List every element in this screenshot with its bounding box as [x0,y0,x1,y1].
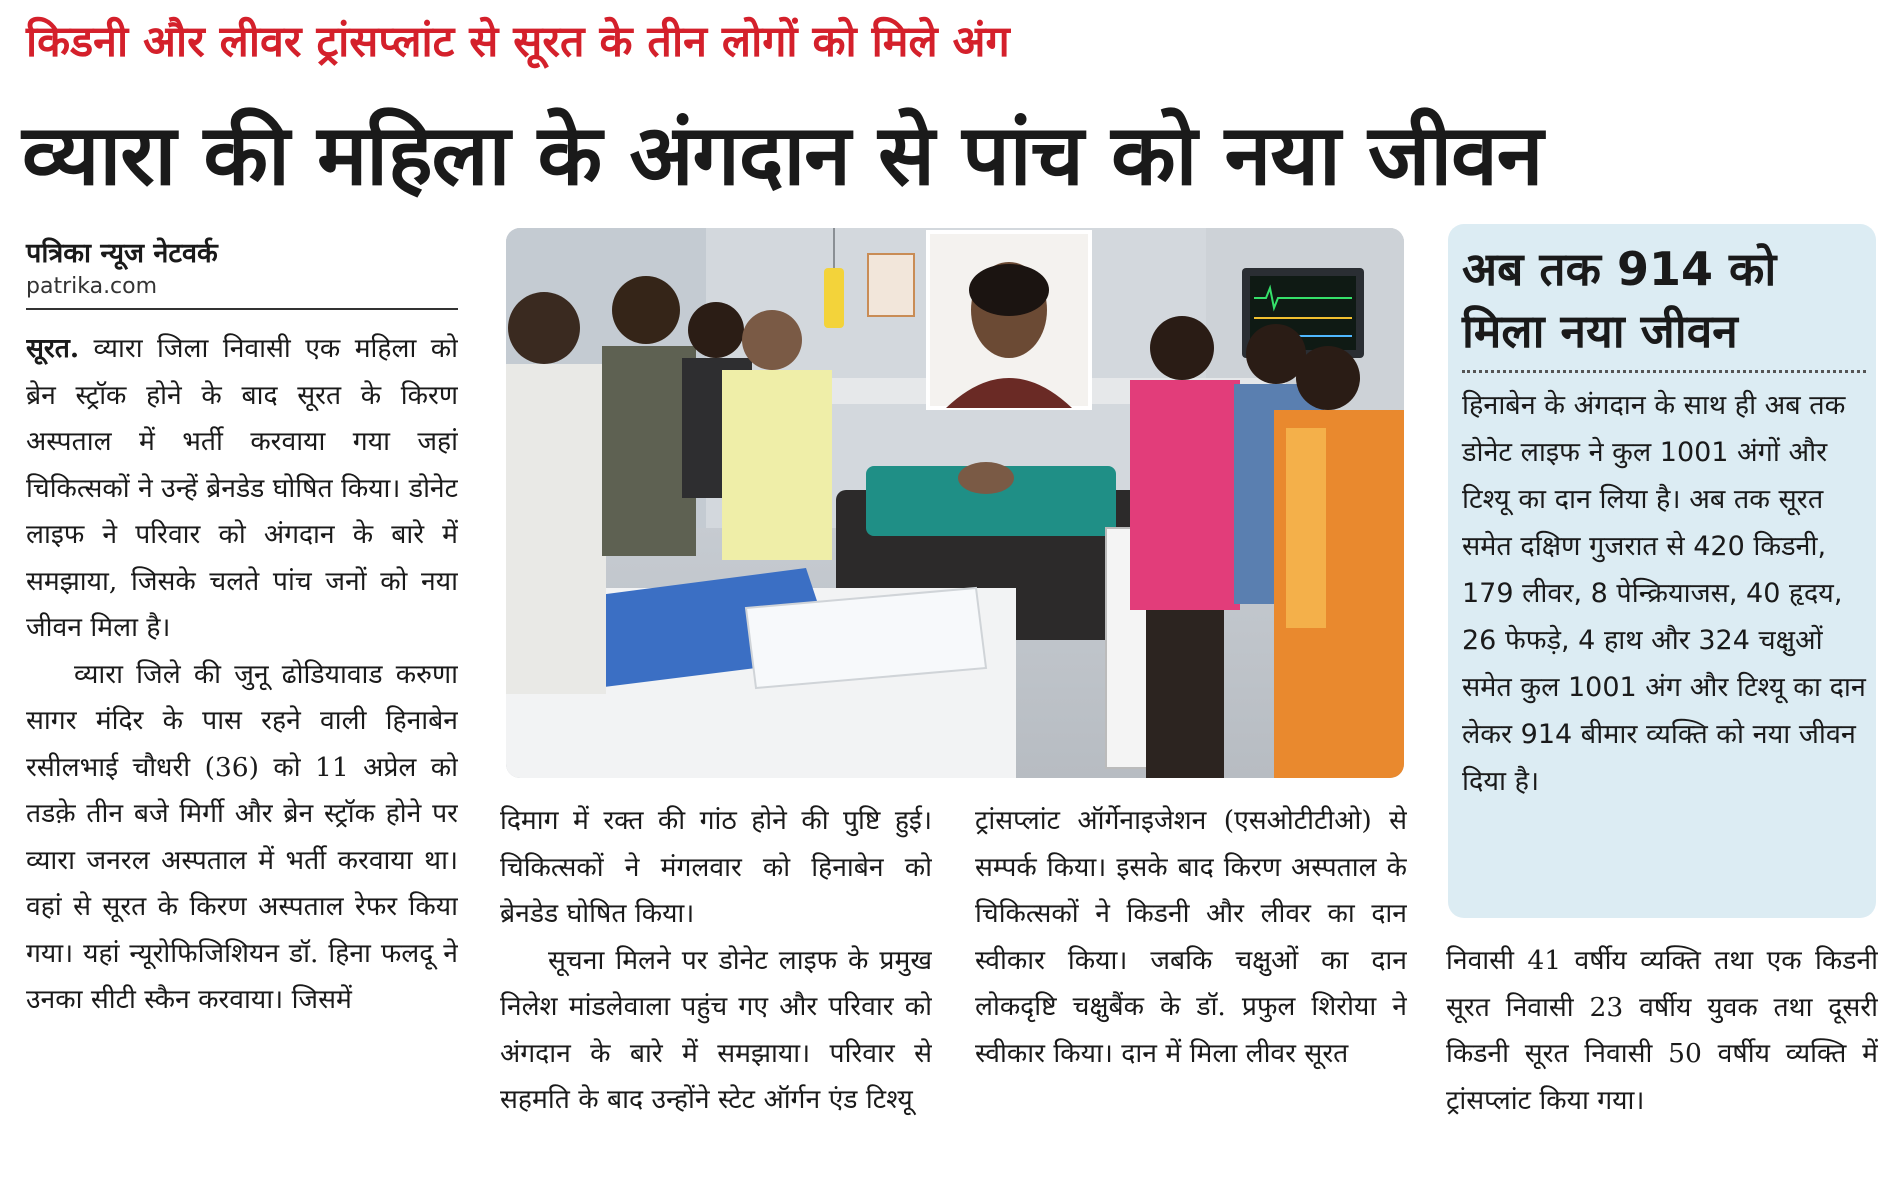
sidebar-divider [1462,370,1866,373]
column-2-para-1: दिमाग में रक्त की गांठ होने की पुष्टि हुई। चिकित्सकों ने मंगलवार को हिनाबेन को ब्रेनडेड घोषित किया। [500,805,932,929]
column-1-para-2: व्यारा जिले की जुनू ढोडियावाड करुणा सागर मंदिर के पास रहने वाली हिनाबेन रसीलभाई चौधरी (36) को 11 अप्रेल को तडक़े तीन बजे मिर्गी और ब्रेन स्ट्रॉक होने पर व्यारा जनरल अस्पताल में भर्ती करवाया था। वहां से सूरत के किरण अस्पताल रेफर किया गया। यहां न्यूरोफिजिशियन डॉ. हिना फलदू ने उनका सीटी स्कैन करवाया। जिसमें [26,658,458,1015]
news-photo [506,228,1404,778]
byline-title: पत्रिका न्यूज नेटवर्क [26,238,218,269]
dateline: सूरत. [26,333,80,364]
article-column-1 [26,326,458,1170]
hospital-scene-illustration [506,228,1404,778]
column-2-para-2: सूचना मिलने पर डोनेट लाइफ के प्रमुख निलेश मांडलेवाला पहुंच गए और परिवार को अंगदान के बारे में समझाया। परिवार से सहमति के बाद उन्होंने स्टेट ऑर्गन एंड टिश्यू [500,944,932,1115]
sidebar-box [1448,224,1876,918]
column-1-para-1 [26,326,458,652]
article-column-2 [500,798,932,1178]
sidebar-title: अब तक 914 को मिला नया जीवन [1462,242,1777,358]
byline [26,236,458,310]
column-1-para-1-text: व्यारा जिला निवासी एक महिला को ब्रेन स्ट्रॉक होने के बाद सूरत के किरण अस्पताल में भर्ती करवाया गया जहां चिकित्सकों ने उन्हें ब्रेनडेड घोषित किया। डोनेट लाइफ ने परिवार को अंगदान के बारे में समझाया, जिसके चलते पांच जनों को नया जीवन मिला है। [26,333,458,643]
column-4-para-1: निवासी 41 वर्षीय व्यक्ति तथा एक किडनी सूरत निवासी 23 वर्षीय युवक तथा दूसरी किडनी सूरत निवासी 50 वर्षीय व्यक्ति में ट्रांसप्लांट किया गया। [1446,945,1878,1116]
column-3-para-1: ट्रांसप्लांट ऑर्गेनाइजेशन (एसओटीटीओ) से सम्पर्क किया। इसके बाद किरण अस्पताल के चिकित्सकों ने किडनी और लीवर का दान स्वीकार किया। जबकि चक्षुओं का दान लोकदृष्टि चक्षुबैंक के डॉ. प्रफुल शिरोया ने स्वीकार किया। दान में मिला लीवर सूरत [975,805,1407,1069]
sidebar-body: हिनाबेन के अंगदान के साथ ही अब तक डोनेट लाइफ ने कुल 1001 अंगों और टिश्यू का दान लिया है। अब तक सूरत समेत दक्षिण गुजरात से 420 किडनी, 179 लीवर, 8 पेन्क्रियाजस, 40 हृदय, 26 फेफड़े, 4 हाथ और 324 चक्षुओं समेत कुल 1001 अंग और टिश्यू का दान लेकर 914 बीमार व्यक्ति को नया जीवन दिया है। [1462,390,1866,797]
kicker-headline: किडनी और लीवर ट्रांसप्लांट से सूरत के तीन लोगों को मिले अंग [26,17,1010,67]
main-headline: व्यारा की महिला के अंगदान से पांच को नया जीवन [22,106,1543,204]
article-column-4 [1446,938,1878,1178]
article-column-3 [975,798,1407,1178]
byline-site: patrika.com [26,274,158,299]
